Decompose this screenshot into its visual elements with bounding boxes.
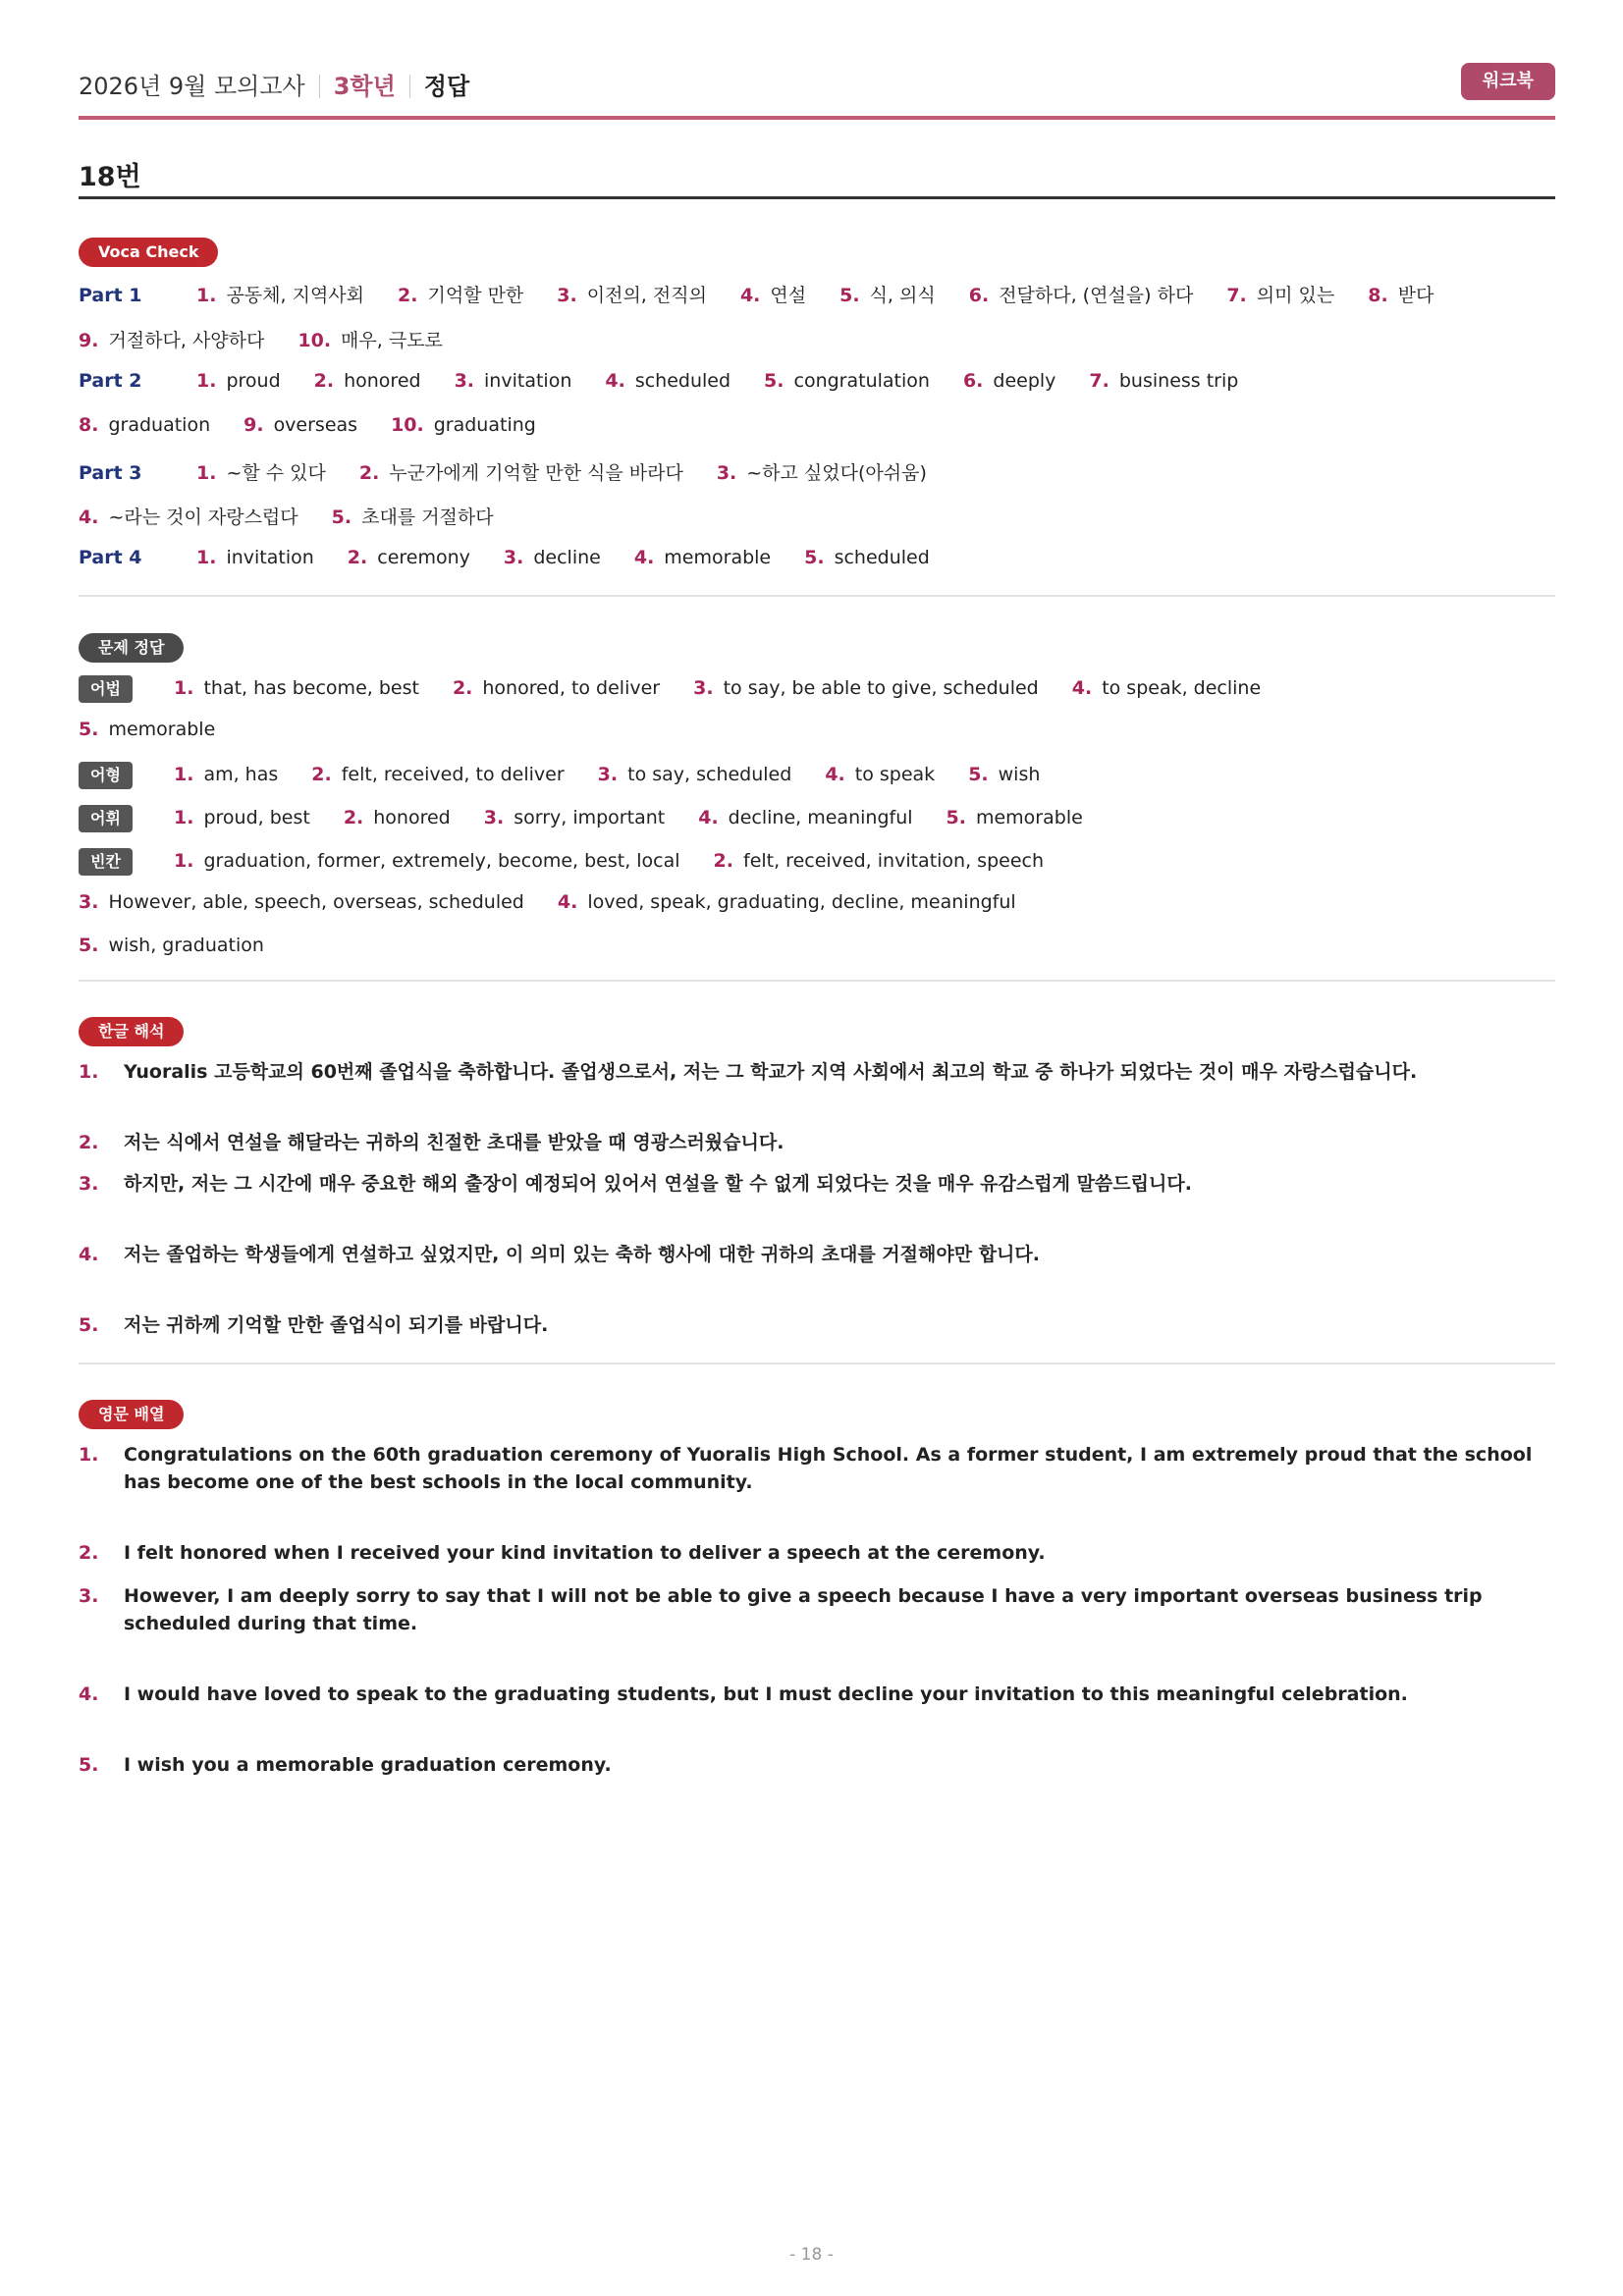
korean-sentence: 3. 하지만, 저는 그 시간에 매우 중요한 해외 출장이 예정되어 있어서 연설을 할 수 없게 되었다는 것을 매우 유감스럽게 말씀드립니다. — [79, 1173, 1192, 1195]
answer-item: 3. sorry, important — [483, 807, 666, 828]
english-sentence: 4. I would have loved to speak to the graduating students, but I must decline your invitation to this meaningful celebration. — [79, 1683, 1408, 1705]
answer-row-grammar-cont — [79, 719, 248, 740]
answer-row-blank-cont2 — [79, 934, 298, 956]
answer-row-vocab — [79, 805, 1116, 832]
vocab-item: 9. overseas — [243, 414, 358, 436]
vocab-item: 1. ~할 수 있다 — [196, 462, 326, 484]
vocab-item: 1. 공동체, 지역사회 — [196, 285, 365, 306]
question-number: 18번 — [79, 162, 141, 192]
answer-item: 2. felt, received, to deliver — [311, 764, 565, 785]
page-number: - 18 - — [789, 2245, 834, 2265]
answer-item: 3. to say, be able to give, scheduled — [693, 677, 1039, 699]
header-separator — [319, 75, 320, 98]
vocab-item: 6. deeply — [962, 370, 1056, 392]
korean-sentence: 1. Yuoralis 고등학교의 60번째 졸업식을 축하합니다. 졸업생으로서, 저는 그 학교가 지역 사회에서 최고의 학교 중 하나가 되었다는 것이 매우 자랑스럽습니다. — [79, 1061, 1418, 1083]
question-rule — [79, 196, 1555, 199]
english-arrangement-pill: 영문 배열 — [79, 1400, 184, 1429]
answer-item: 1. proud, best — [174, 807, 310, 828]
header-title — [79, 67, 469, 101]
answer-item: 3. to say, scheduled — [597, 764, 792, 785]
answer-item: 4. loved, speak, graduating, decline, meaningful — [557, 891, 1016, 913]
part-label: Part 1 — [79, 285, 142, 306]
vocab-item: 10. graduating — [391, 414, 536, 436]
answer-item: 4. to speak, decline — [1071, 677, 1262, 699]
section-divider — [79, 980, 1555, 982]
english-sentence: 3. However, I am deeply sorry to say that I will not be able to give a speech because I have a very important overseas business trip scheduled during that time. — [79, 1585, 1483, 1634]
page-header — [79, 63, 1555, 102]
section-divider — [79, 1362, 1555, 1364]
part-label: Part 2 — [79, 370, 142, 392]
answer-item: 5. wish — [968, 764, 1041, 785]
workbook-badge: 워크북 — [1461, 63, 1555, 100]
answer-row-blank — [79, 848, 1077, 876]
part-label: Part 4 — [79, 547, 142, 568]
grade-label: 3학년 — [333, 73, 396, 100]
answers-pill: 문제 정답 — [79, 633, 184, 663]
answer-item: 4. to speak — [825, 764, 936, 785]
vocab-item: 3. 이전의, 전직의 — [557, 285, 707, 306]
answer-item: 4. decline, meaningful — [698, 807, 913, 828]
answer-row-form — [79, 762, 1073, 789]
answer-row-grammar — [79, 675, 1294, 703]
korean-sentence: 4. 저는 졸업하는 학생들에게 연설하고 싶었지만, 이 의미 있는 축하 행사에 대한 귀하의 초대를 거절해야만 합니다. — [79, 1244, 1040, 1265]
vocab-item: 3. ~하고 싶었다(아쉬움) — [716, 462, 927, 484]
answer-type-tag: 어법 — [79, 675, 133, 703]
vocab-item: 4. 연설 — [739, 285, 807, 306]
vocab-item: 4. scheduled — [605, 370, 731, 392]
vocab-item: 2. 누군가에게 기억할 만한 식을 바라다 — [358, 462, 683, 484]
korean-sentence: 5. 저는 귀하께 기억할 만한 졸업식이 되기를 바랍니다. — [79, 1314, 549, 1336]
vocab-item: 10. 매우, 극도로 — [298, 330, 443, 351]
vocab-item: 5. scheduled — [804, 547, 930, 568]
answer-item: 2. honored, to deliver — [452, 677, 661, 699]
vocab-item: 9. 거절하다, 사양하다 — [79, 330, 265, 351]
korean-translation-pill: 한글 해석 — [79, 1017, 184, 1046]
answer-item: 5. memorable — [946, 807, 1083, 828]
answer-item: 2. honored — [343, 807, 451, 828]
korean-sentence: 2. 저는 식에서 연설을 해달라는 귀하의 친절한 초대를 받았을 때 영광스러웠습니다. — [79, 1132, 784, 1153]
answer-item: 1. graduation, former, extremely, become, best, local — [174, 850, 680, 872]
header-separator — [409, 75, 410, 98]
voca-part4-line — [79, 547, 963, 568]
vocab-item: 8. graduation — [79, 414, 211, 436]
vocab-item: 6. 전달하다, (연설을) 하다 — [968, 285, 1194, 306]
voca-part2-line1 — [79, 370, 1271, 392]
vocab-item: 2. honored — [313, 370, 421, 392]
answer-label: 정답 — [423, 73, 470, 100]
part-label: Part 3 — [79, 462, 142, 484]
answer-item: 5. memorable — [79, 719, 216, 740]
vocab-item: 1. invitation — [196, 547, 314, 568]
vocab-item: 3. invitation — [454, 370, 572, 392]
vocab-item: 3. decline — [503, 547, 601, 568]
english-sentence: 1. Congratulations on the 60th graduation ceremony of Yuoralis High School. As a former student, I am extremely proud that the school has become one of the best schools in the local community. — [79, 1444, 1533, 1493]
voca-part1-line1 — [79, 281, 1467, 307]
answer-type-tag: 어형 — [79, 762, 133, 789]
answer-item: 3. However, able, speech, overseas, scheduled — [79, 891, 524, 913]
vocab-item: 8. 받다 — [1368, 285, 1434, 306]
english-sentence: 5. I wish you a memorable graduation ceremony. — [79, 1754, 612, 1776]
answer-row-blank-cont — [79, 891, 1050, 913]
header-rule — [79, 116, 1555, 120]
vocab-item: 1. proud — [196, 370, 281, 392]
answer-type-tag: 빈칸 — [79, 848, 133, 876]
answer-item: 1. am, has — [174, 764, 279, 785]
vocab-item: 4. ~라는 것이 자랑스럽다 — [79, 507, 298, 528]
answer-type-tag: 어휘 — [79, 805, 133, 832]
vocab-item: 5. congratulation — [764, 370, 930, 392]
vocab-item: 5. 식, 의식 — [839, 285, 936, 306]
voca-part1-line2 — [79, 326, 476, 352]
section-divider — [79, 595, 1555, 597]
vocab-item: 4. memorable — [633, 547, 772, 568]
answer-item: 5. wish, graduation — [79, 934, 264, 956]
exam-name: 2026년 9월 모의고사 — [79, 73, 305, 100]
answer-item: 2. felt, received, invitation, speech — [713, 850, 1044, 872]
english-sentence: 2. I felt honored when I received your kind invitation to deliver a speech at the ceremony. — [79, 1542, 1046, 1564]
vocab-item: 7. business trip — [1089, 370, 1239, 392]
voca-part3-line1 — [79, 458, 960, 485]
answer-item: 1. that, has become, best — [174, 677, 419, 699]
vocab-item: 5. 초대를 거절하다 — [331, 507, 494, 528]
voca-part2-line2 — [79, 414, 569, 436]
vocab-item: 7. 의미 있는 — [1226, 285, 1335, 306]
voca-part3-line2 — [79, 503, 527, 529]
vocab-item: 2. ceremony — [347, 547, 470, 568]
vocab-item: 2. 기억할 만한 — [398, 285, 524, 306]
voca-check-pill: Voca Check — [79, 238, 218, 267]
